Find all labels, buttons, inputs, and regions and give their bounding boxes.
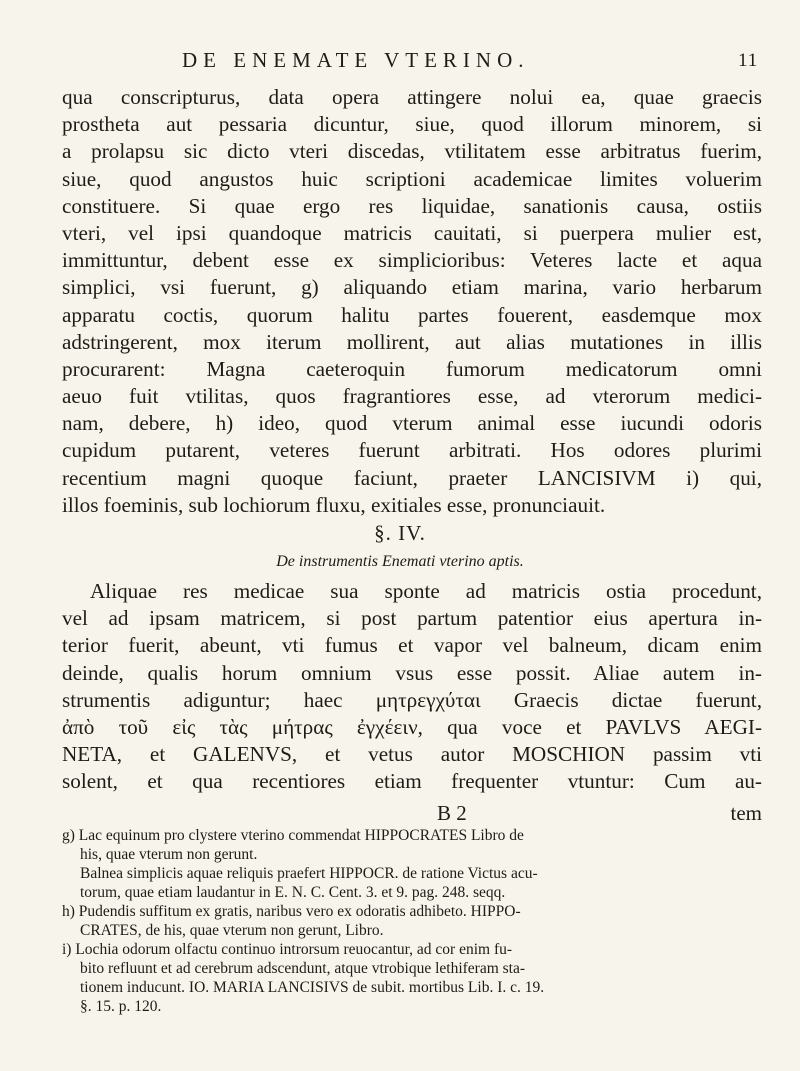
text-line: prostheta aut pessaria dicuntur, siue, quod illorum minorem, si: [62, 112, 762, 137]
paragraph-1: [62, 84, 762, 519]
footnotes: [62, 826, 762, 1016]
text-line: terior fuerit, abeunt, vti fumus et vapor vel balneum, dicam enim: [62, 633, 762, 658]
main-text: [62, 84, 762, 519]
page-header: [0, 48, 800, 88]
text-line: vel ad ipsam matricem, si post partum patentior eius apertura in-: [62, 606, 762, 631]
text-line: ἀπὸ τοῦ εἰς τὰς μήτρας ἐγχέειν, qua voce et PAVLVS AEGI-: [62, 714, 762, 739]
text-line: recentium magni quoque faciunt, praeter LANCISIVM i) qui,: [62, 465, 762, 490]
section-number: §. IV.: [374, 521, 426, 545]
text-line: apparatu coctis, quorum halitu partes fouerent, easdemque mox: [62, 302, 762, 327]
text-line: adstringerent, mox iterum mollirent, aut alias mutationes in illis: [62, 329, 762, 354]
text-line: vteri, vel ipsi quandoque matricis cauitati, si puerpera mulier est,: [62, 220, 762, 245]
text-line: qua conscripturus, data opera attingere nolui ea, quae graecis: [62, 85, 762, 109]
section-title: De instrumentis Enemati vterino aptis.: [276, 553, 524, 570]
text-line: strumentis adiguntur; haec μητρεγχύται Graecis dictae fuerunt,: [62, 687, 762, 712]
text-line: NETA, et GALENVS, et vetus autor MOSCHION passim vti: [62, 742, 762, 767]
footnote-line: bito refluunt et ad cerebrum adscendunt, atque vtrobique lethiferam sta-: [80, 960, 526, 977]
text-line: siue, quod angustos huic scriptioni academicae limites voluerim: [62, 166, 762, 191]
text-line: Aliquae res medicae sua sponte ad matricis ostia procedunt,: [90, 579, 762, 603]
running-head: DE ENEMATE VTERINO.: [182, 48, 530, 72]
footnote-line: CRATES, de his, quae vterum non gerunt, Libro.: [80, 922, 384, 939]
paragraph-2: [62, 578, 762, 796]
text-line: nam, debere, h) ideo, quod vterum animal esse iucundi odoris: [62, 411, 762, 436]
catchline: [62, 801, 762, 827]
footnote-line: his, quae vterum non gerunt.: [80, 846, 258, 863]
footnote-line: torum, quae etiam laudantur in E. N. C. Cent. 3. et 9. pag. 248. seqq.: [80, 884, 506, 901]
text-line: solent, et qua recentiores etiam frequenter vtuntur: Cum au-: [62, 769, 762, 794]
text-line: cupidum putarent, veteres fuerunt arbitrati. Hos odores plurimi: [62, 438, 762, 463]
footnote-line: tionem inducunt. IO. MARIA LANCISIVS de subit. mortibus Lib. I. c. 19.: [80, 979, 545, 996]
text-line: constituere. Si quae ergo res liquidae, sanationis causa, ostiis: [62, 193, 762, 218]
text-line: procurarent: Magna caeteroquin fumorum medicatorum omni: [62, 356, 762, 381]
footnote-line: h) Pudendis suffitum ex gratis, naribus vero ex odoratis adhibeto. HIPPO-: [62, 903, 521, 920]
footnote-line: g) Lac equinum pro clystere vterino commendat HIPPOCRATES Libro de: [62, 827, 524, 844]
text-line: simplici, vsi fuerunt, g) aliquando etiam marina, vario herbarum: [62, 275, 762, 300]
footnote-line: §. 15. p. 120.: [80, 998, 162, 1015]
text-line: deinde, qualis horum omnium vsus esse possit. Aliae autem in-: [62, 660, 762, 685]
text-line: aeuo fuit vtilitas, quos fragrantiores esse, ad vterorum medici-: [62, 384, 762, 409]
text-line: immittuntur, debent esse ex simplicioribus: Veteres lacte et aqua: [62, 248, 762, 273]
footnote-line: i) Lochia odorum olfactu continuo introrsum reuocantur, ad cor enim fu-: [62, 941, 513, 958]
signature-mark: B 2: [437, 801, 467, 825]
footnote-line: Balnea simplicis aquae reliquis praefert HIPPOCR. de ratione Victus acu-: [80, 865, 538, 882]
text-line: a prolapsu sic dicto vteri discedas, vtilitatem esse arbitratus fuerim,: [62, 139, 762, 164]
text-line: illos foeminis, sub lochiorum fluxu, exitiales esse, pronunciauit.: [62, 492, 606, 517]
catchword: tem: [730, 801, 762, 825]
page-number: 11: [738, 50, 759, 71]
